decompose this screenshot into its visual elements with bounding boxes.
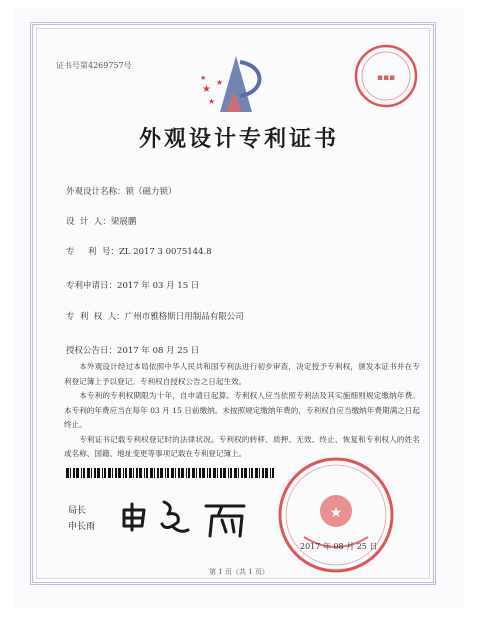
barcode-bar (251, 468, 253, 478)
barcode-bar (70, 468, 71, 478)
body-paragraph-2: 本专利的专利权期限为十年，自申请日起算。专利权人应当依照专利法及其实施细则规定缴纳年费。本专利的年费应当在每年 03 月 15 日前缴纳。未按照规定缴纳年费的，专利权自应当缴纳年费期满之日起终止。 (64, 391, 420, 429)
barcode-bar (146, 468, 148, 478)
barcode-bar (83, 468, 85, 478)
barcode-bar (73, 468, 75, 478)
barcode-bar (133, 468, 134, 478)
barcode-bar (265, 468, 268, 478)
barcode-bar (139, 468, 142, 478)
barcode-bar (234, 468, 237, 478)
page-number: 第 1 页（共 1 页） (209, 568, 269, 576)
patent-office-logo-icon (196, 52, 280, 116)
svg-text:★: ★ (208, 97, 216, 106)
barcode-bar (202, 468, 205, 478)
barcode-bar (102, 468, 103, 478)
barcode-bar (87, 468, 90, 478)
barcode-bar (209, 468, 211, 478)
field-row (66, 245, 212, 257)
svg-text:★: ★ (200, 74, 207, 82)
official-seal-icon (274, 453, 398, 577)
barcode-bar (249, 468, 250, 478)
barcode-bar (160, 468, 163, 478)
barcode-bar (66, 468, 69, 478)
barcode-bar (167, 468, 169, 478)
barcode-bar (165, 468, 166, 478)
barcode-bar (97, 468, 100, 478)
svg-text:★: ★ (216, 78, 224, 87)
field-colon: ： (117, 187, 126, 197)
barcode-bar (223, 468, 226, 478)
field-label: 外观设计名称 (66, 187, 118, 197)
barcode-bar (154, 468, 155, 478)
barcode-bar (125, 468, 127, 478)
field-value: 2017 年 03 月 15 日 (117, 281, 200, 291)
barcode-bar (244, 468, 247, 478)
field-value: 锁（磁力锁） (125, 187, 177, 197)
barcode-bar (129, 468, 132, 478)
barcode-bar (228, 468, 229, 478)
barcode-bar (188, 468, 190, 478)
barcode-bar (150, 468, 153, 478)
barcode-bar (259, 468, 260, 478)
field-colon: ： (102, 217, 111, 227)
barcode-bar (207, 468, 208, 478)
barcode-bar (123, 468, 124, 478)
barcode-bar (213, 468, 216, 478)
field-value: 2017 年 08 月 25 日 (117, 346, 200, 356)
barcode-bar (81, 468, 82, 478)
field-colon: ： (110, 247, 119, 257)
barcode-bar (238, 468, 239, 478)
barcode-bar (192, 468, 195, 478)
barcode-bar (181, 468, 184, 478)
barcode-bar (262, 468, 264, 478)
certificate-body-text (64, 360, 420, 462)
barcode-bar (186, 468, 187, 478)
barcode-bar (175, 468, 176, 478)
barcode-bar (178, 468, 180, 478)
barcode-bar (255, 468, 258, 478)
field-colon: ： (108, 346, 118, 356)
field-row (66, 185, 177, 197)
certificate-number: 证书号第4269757号 (56, 61, 132, 70)
barcode-bar (220, 468, 222, 478)
field-colon: ： (108, 281, 118, 291)
field-row (66, 344, 199, 356)
small-official-seal-icon (350, 40, 422, 112)
barcode-bar (115, 468, 117, 478)
signatory-title: 局长 (68, 506, 87, 516)
barcode-bar (91, 468, 92, 478)
field-label: 设 计 人 (66, 217, 103, 227)
svg-text:▪▪▪: ▪▪▪ (376, 73, 396, 83)
barcode-strip (66, 468, 274, 478)
issue-date: 2017 年 08 月 25 日 (300, 542, 378, 551)
barcode-bar (76, 468, 79, 478)
handwritten-signature (118, 492, 278, 542)
certificate-title: 外观设计专利证书 (138, 126, 339, 152)
field-value: 梁展鹏 (110, 217, 137, 227)
barcode-bar (270, 468, 271, 478)
field-row (66, 279, 199, 291)
barcode-bar (171, 468, 174, 478)
body-paragraph-3: 专利证书记载专利权登记时的法律状况。专利权的转移、质押、无效、终止、恢复和专利权人的姓名或名称、国籍、地址变更等事项记载在专利登记簿上。 (64, 434, 420, 458)
field-label: 授权公告日 (66, 346, 109, 356)
field-label: 专 利 号 (66, 247, 111, 257)
barcode-bar (196, 468, 197, 478)
field-label: 专利申请日 (66, 281, 109, 291)
field-value: ZL 2017 3 0075144.8 (118, 247, 212, 257)
svg-text:★: ★ (329, 505, 343, 521)
barcode-bar (104, 468, 106, 478)
body-paragraph-1: 本外观设计经过本局依照中华人民共和国专利法进行初步审查，决定授予专利权，颁发本证书并在专利登记簿上予以登记。专利权自授权公告之日起生效。 (64, 362, 420, 386)
barcode-bar (230, 468, 232, 478)
barcode-bar (157, 468, 159, 478)
barcode-bar (144, 468, 145, 478)
barcode-bar (199, 468, 201, 478)
barcode-bar (94, 468, 96, 478)
barcode-bar (136, 468, 138, 478)
barcode-bar (112, 468, 113, 478)
barcode-bar (217, 468, 218, 478)
barcode-bar (118, 468, 121, 478)
field-row (66, 310, 244, 322)
barcode-bar (108, 468, 111, 478)
field-colon: ： (116, 312, 125, 322)
barcode-bar (241, 468, 243, 478)
signatory-name: 申长雨 (68, 522, 96, 532)
field-value: 广州市雅格斯日用制品有限公司 (124, 312, 244, 322)
field-label: 专 利 权 人 (66, 312, 117, 322)
field-row (66, 215, 136, 227)
svg-text:★: ★ (202, 84, 211, 95)
